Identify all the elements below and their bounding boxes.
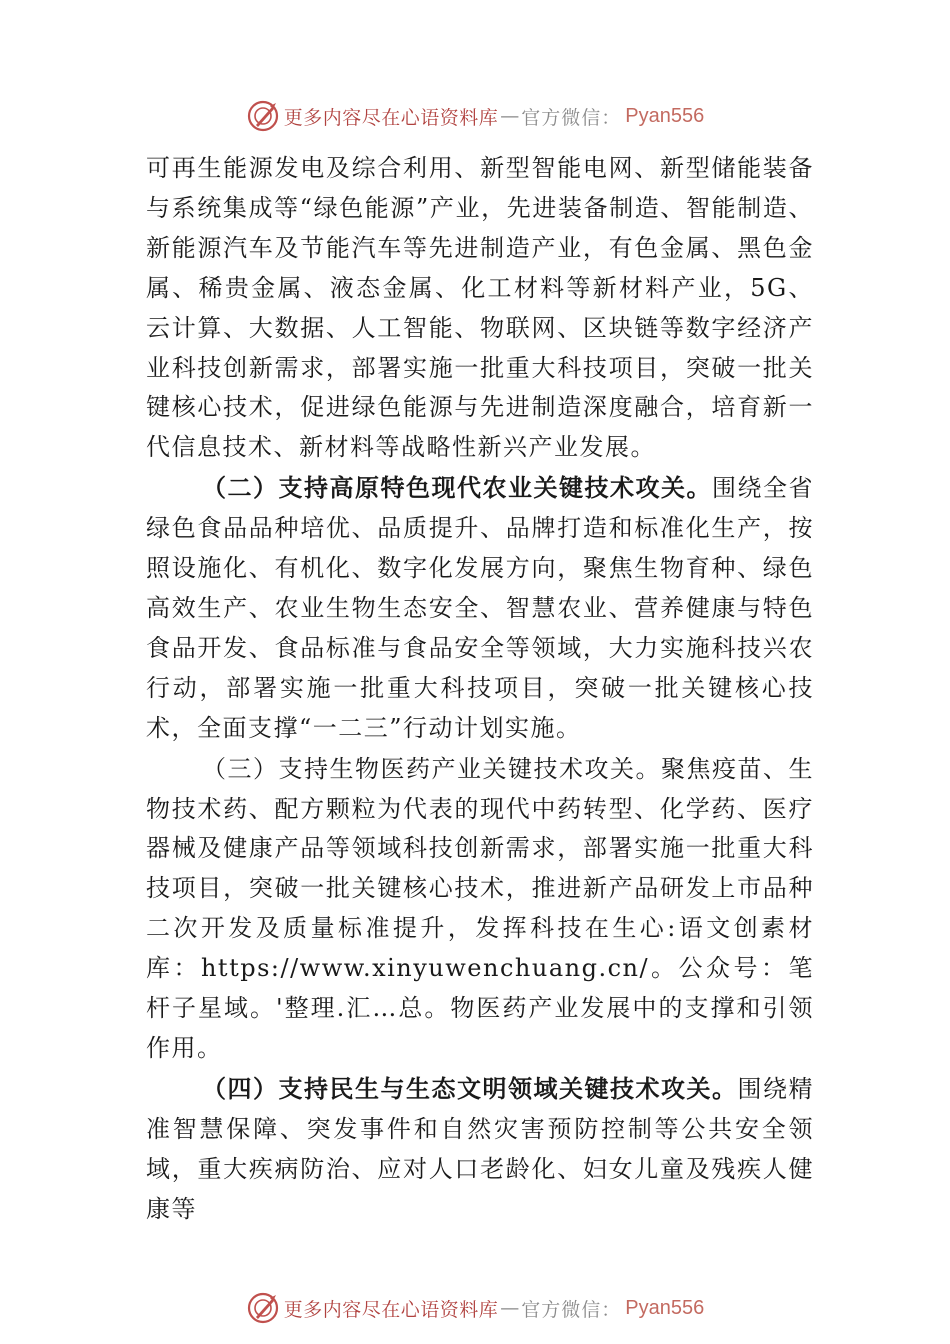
paragraph-3-text: （三）支持生物医药产业关键技术攻关。聚焦疫苗、生 物技术药、配方颗粒为代表的现代中药转型、化学药、医疗器械及健康产品等领域科技创新需求，部署实施一批重大科技项目，突破一批关键核心技术，推进新产品研发上市品种二次开发及质量标准提升，发挥科技在生心:语文创素材库：https://www.xinyuwenchuang.cn/。公众号：笔杆子星域。'整理.汇…总。物医药产业发展中的支撑和引领作用。 xyxy=(146,754,814,1062)
paragraph-2-text: 围绕全省绿色食品品种培优、品质提升、品牌打造和标准化生产，按照设施化、有机化、数字化发展方向，聚焦生物育种、绿色高效生产、农业生物生态安全、智慧农业、营养健康与特色食品开发、食品标准与食品安全等领域，大力实施科技兴农行动，部署实施一批重大科技项目，突破一批关键核心技术，全面支撑“一二三”行动计划实施。 xyxy=(146,474,814,742)
logo-icon xyxy=(246,99,280,133)
watermark-main-text: 更多内容尽在心语资料库 xyxy=(283,106,499,129)
document-body xyxy=(146,148,814,1229)
paragraph-3 xyxy=(146,749,814,1069)
watermark-wechat-id: Pyan556 xyxy=(625,1296,705,1319)
watermark-separator: — xyxy=(500,105,520,127)
paragraph-2 xyxy=(146,468,814,748)
paragraph-4-heading: （四）支持民生与生态文明领域关键技术攻关。 xyxy=(202,1073,738,1103)
watermark-label: 官方微信： xyxy=(521,1298,622,1321)
paragraph-1 xyxy=(146,148,814,468)
paragraph-1-text: 可再生能源发电及综合利用、新型智能电网、新型储能装备与系统集成等“绿色能源”产业，先进装备制造、智能制造、新能源汽车及节能汽车等先进制造产业，有色金属、黑色金属、稀贵金属、液态金属、化工材料等新材料产业，5G、云计算、大数据、人工智能、物联网、区块链等数字经济产业科技创新需求，部署实施一批重大科技项目，突破一批关键核心技术，促进绿色能源与先进制造深度融合，培育新一代信息技术、新材料等战略性新兴产业发展。 xyxy=(146,154,814,462)
watermark-header xyxy=(0,98,950,134)
watermark-separator: — xyxy=(500,1297,520,1319)
watermark-label: 官方微信： xyxy=(521,106,622,129)
watermark-wechat-id: Pyan556 xyxy=(625,104,705,127)
paragraph-2-heading: （二）支持高原特色现代农业关键技术攻关。 xyxy=(202,473,712,503)
watermark-footer xyxy=(0,1290,950,1326)
paragraph-4-text: 围绕精准智慧保障、突发事件和自然灾害预防控制等公共安全领域，重大疾病防治、应对人口老龄化、妇女儿童及残疾人健康等 xyxy=(146,1074,814,1223)
paragraph-4 xyxy=(146,1069,814,1230)
watermark-main-text: 更多内容尽在心语资料库 xyxy=(283,1298,499,1321)
logo-icon xyxy=(246,1291,280,1325)
